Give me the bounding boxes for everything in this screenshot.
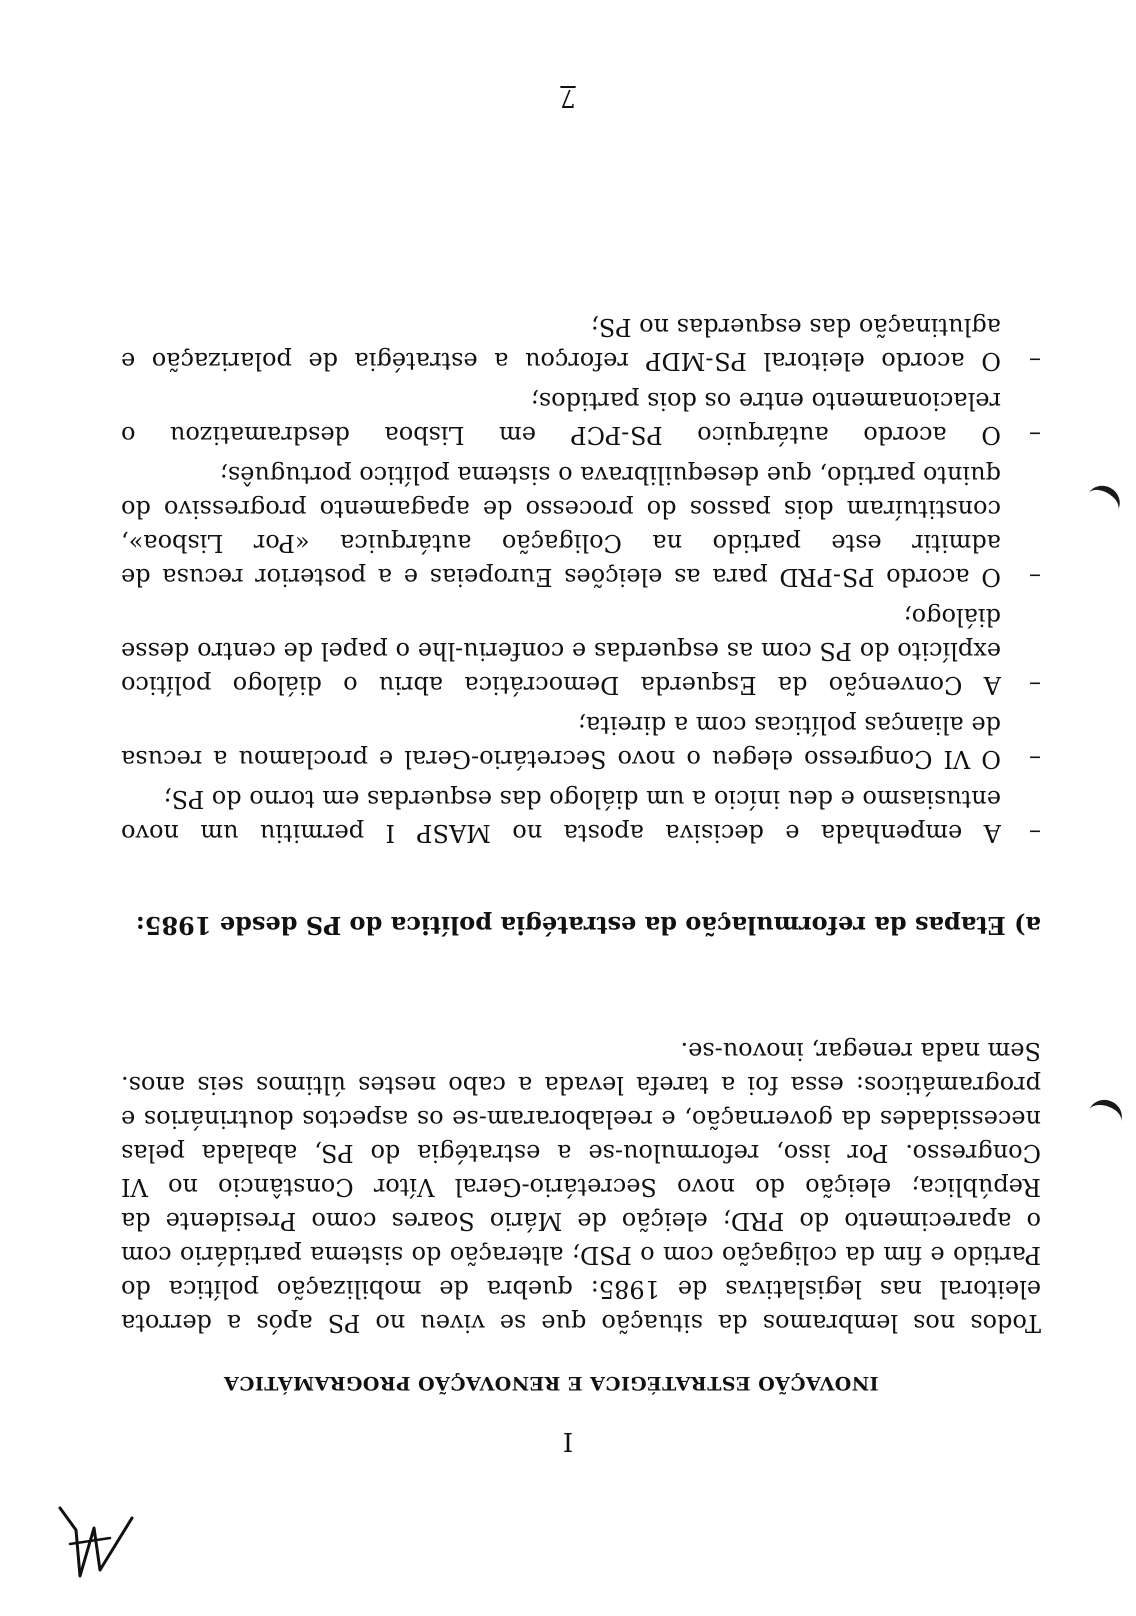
chapter-heading: INOVAÇÃO ESTRATÉGICA E RENOVAÇÃO PROGRAMÁTICA (223, 1372, 879, 1394)
list-item-text: O acordo PS-PRD para as eleições Europeias e a posterior recusa de admitir este partido na Coligação autárquica «Por Lisboa», constituíram dois passos do processo de apagamento progressivo do quinto partido, que desequilibrava o sistema político português; (121, 461, 1001, 591)
list-item-text: A empenhada e decisiva aposta no MASP I permitiu um novo entusiasmo e deu início a um diálogo das esquerdas em torno do PS; (121, 785, 1001, 847)
list-dash: – (1029, 745, 1041, 773)
list-dash: – (1029, 421, 1041, 449)
strategy-steps-list (121, 304, 1041, 850)
list-item (121, 600, 1041, 702)
list-item-text: O acordo eleitoral PS-MDP reforçou a estratégia de polarização e aglutinação das esquerdas no PS; (121, 313, 1001, 375)
list-item (121, 458, 1041, 594)
list-item (121, 708, 1041, 776)
list-item (121, 310, 1041, 378)
list-item (121, 782, 1041, 850)
list-item-text: O acordo autárquico PS-PCP em Lisboa desdramatizou o relacionamento entre os dois partidos; (121, 387, 1001, 449)
list-dash: – (1029, 347, 1041, 375)
handwritten-initials (50, 1498, 140, 1588)
list-item-text: A Convenção da Esquerda Democrática abriu o diálogo político explícito do PS com as esquerdas e conferiu-lhe o papel de centro desse diálogo; (121, 603, 1001, 699)
section-numeral: I (562, 1426, 574, 1456)
subsection-title: a) Etapas da reformulação da estratégia política do PS desde 1985: (135, 911, 1041, 940)
scan-margin-mark (1080, 480, 1125, 525)
list-item (121, 384, 1041, 452)
list-item-text: O VI Congresso elegeu o novo Secretário-Geral e proclamou a recusa de alianças políticas com a direita; (121, 711, 1001, 773)
page-number: 7 (560, 84, 576, 112)
list-dash: – (1029, 671, 1041, 699)
list-dash: – (1029, 563, 1041, 591)
list-dash: – (1029, 819, 1041, 847)
scan-margin-mark (1084, 1095, 1127, 1137)
intro-paragraph: Todos nos lembramos da situação que se viveu no PS após a derrota eleitoral nas legislativas de 1985: quebra de mobilização política do Partido e fim da coligação com o PSD; alteração do sistema partidário com o aparecimento do PRD; eleição de Mário Soares como Presidente da República; eleição do novo Secretário-Geral Vítor Constâncio no VI Congresso. Por isso, reformulou-se a estratégia do PS, abalada pelas necessidades da governação, e reelaboraram-se os aspectos doutrinários e programáticos: essa foi a tarefa levada a cabo nestes últimos seis anos. Sem nada renegar, inovou-se. (121, 1037, 1041, 1337)
